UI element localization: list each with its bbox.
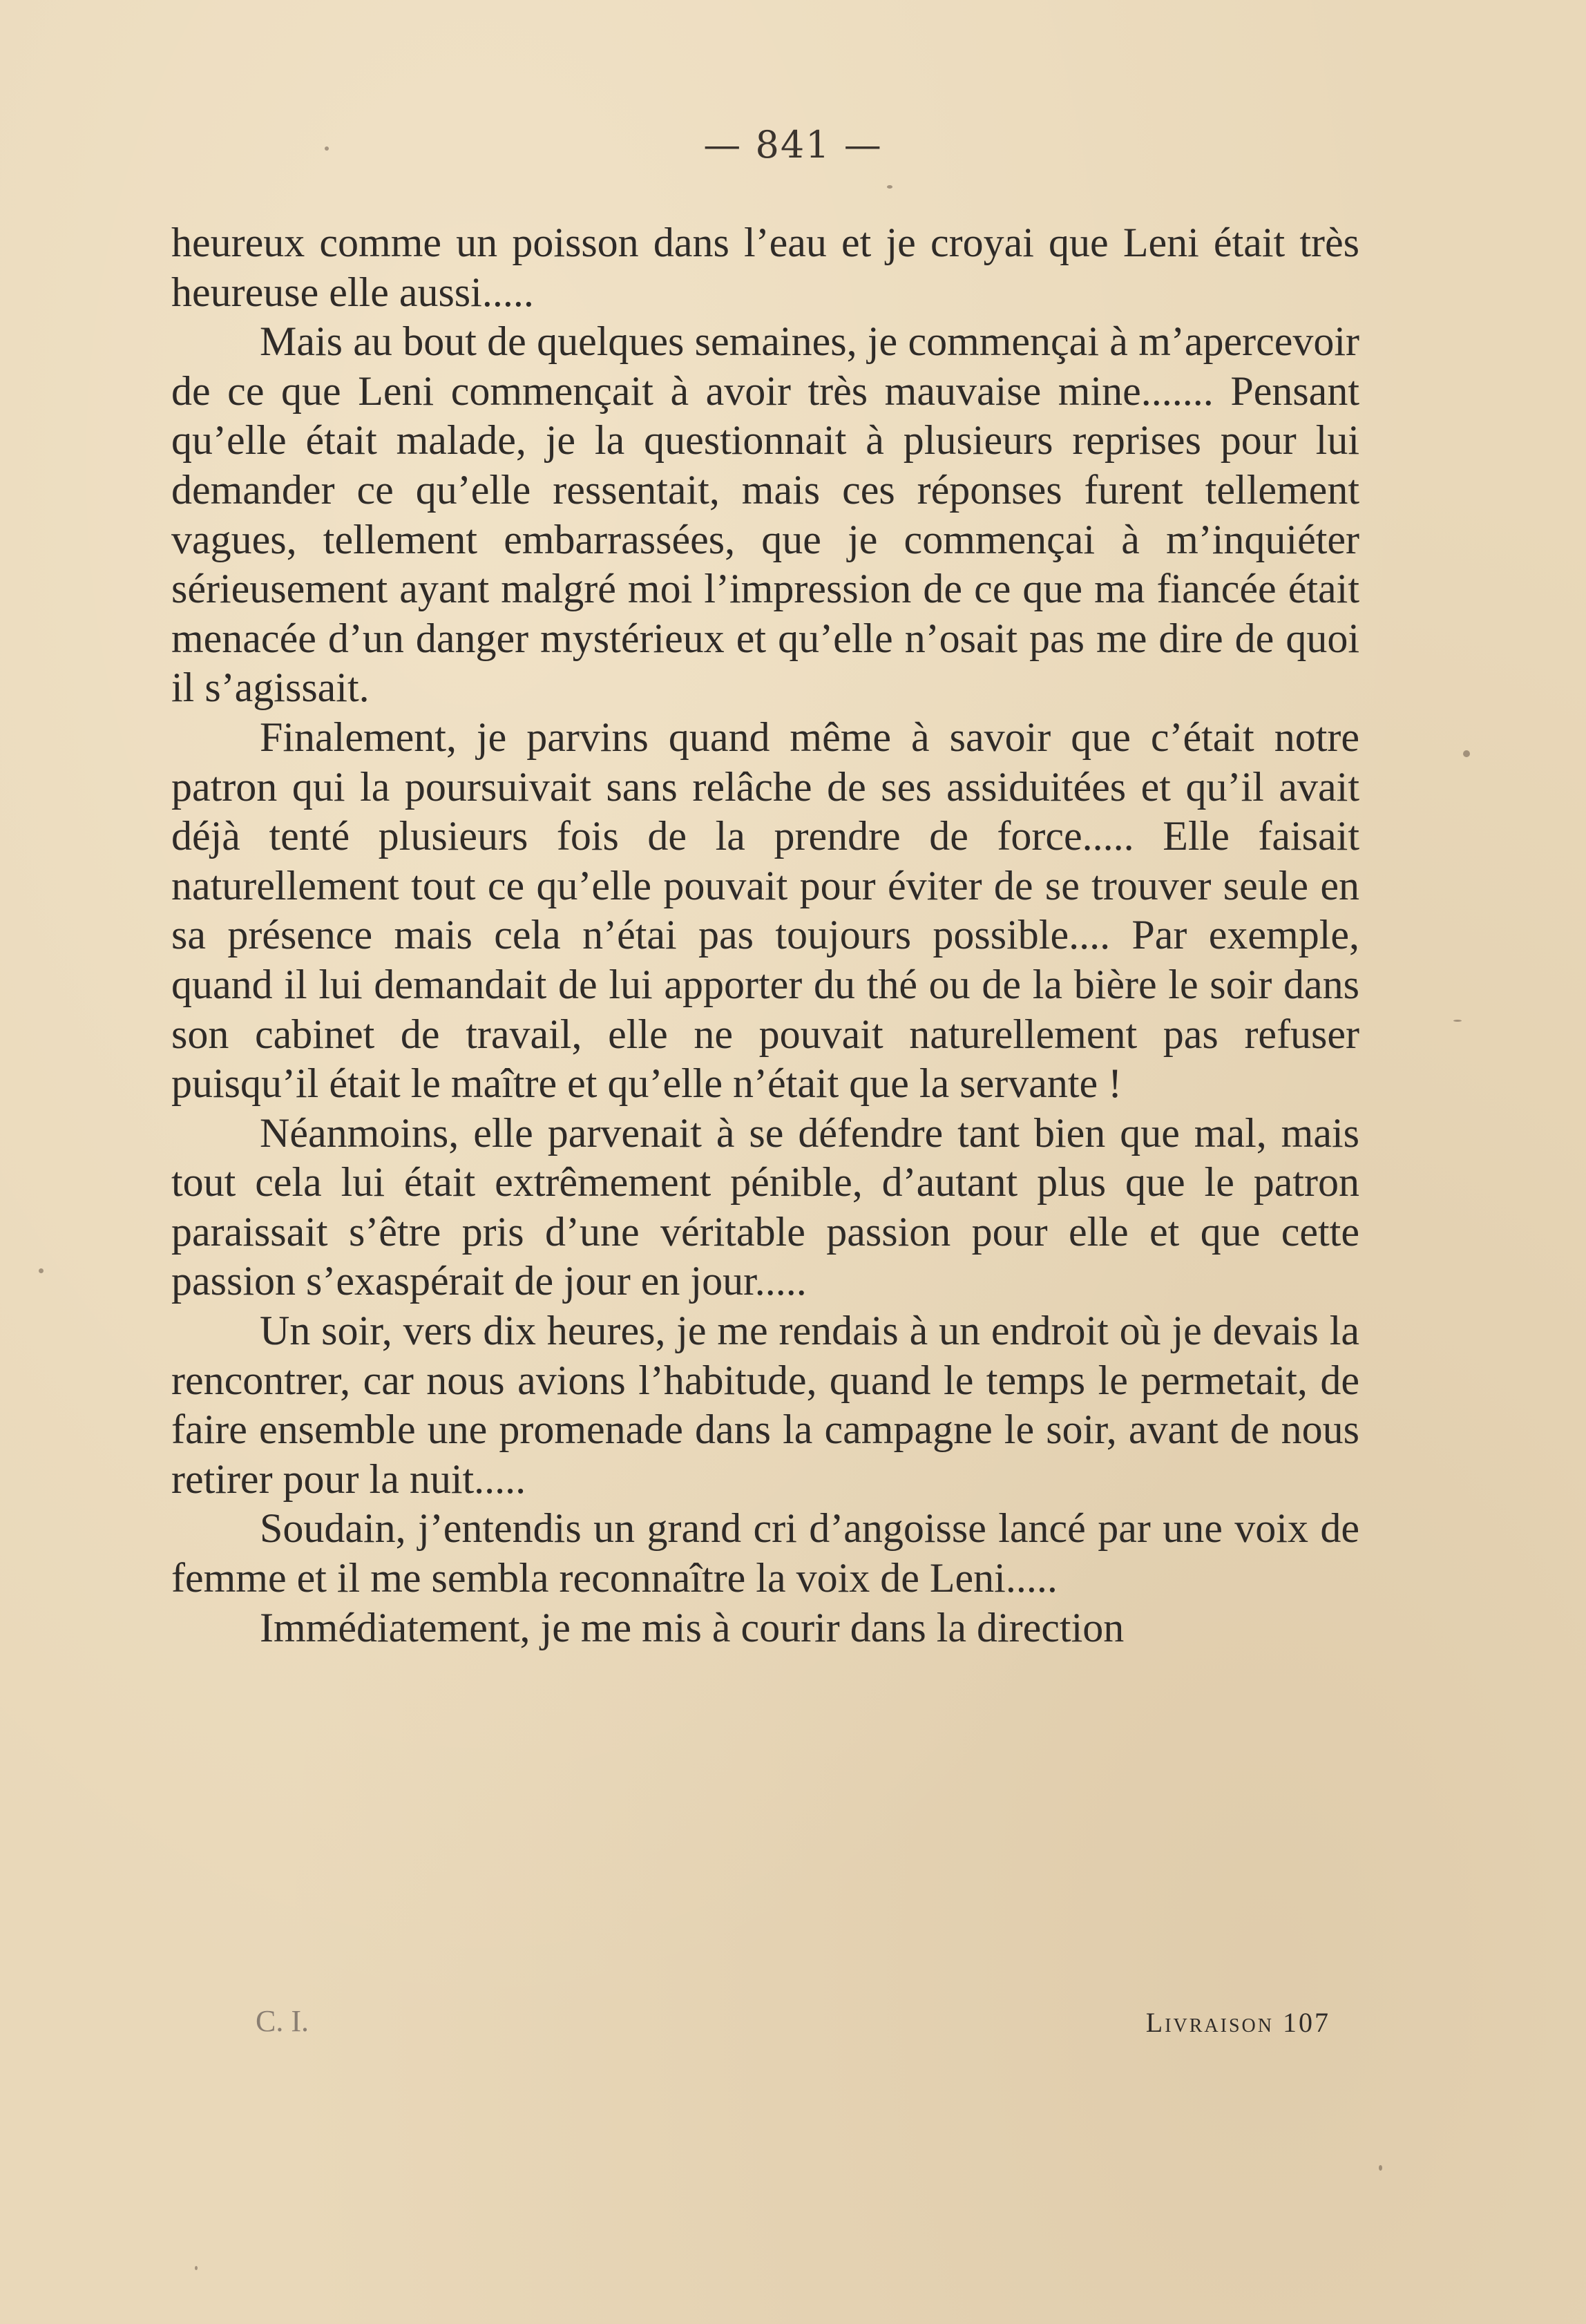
footer-mark: C. I.	[256, 2004, 309, 2038]
paragraph-4: Néanmoins, elle parvenait à se défendre tant bien que mal, mais tout cela lui était extrêmement pénible, d’autant plus que le patron paraissait s’être pris d’une véritable passion pour elle et que cette passion s’exaspérait de jour en jour.....	[171, 1109, 1359, 1304]
footer-signature: Livraison 107	[1145, 2007, 1330, 2038]
page-footer	[171, 2003, 1359, 2052]
paragraph-7: Immédiatement, je me mis à courir dans la direction	[260, 1604, 1125, 1650]
paragraph-6: Soudain, j’entendis un grand cri d’angoisse lancé par une voix de femme et il me sembla reconnaître la voix de Leni.....	[171, 1505, 1359, 1601]
body-text	[171, 218, 1359, 1652]
page-number: — 841 —	[703, 123, 883, 166]
paragraph-1: heureux comme un poisson dans l’eau et je croyai que Leni était très heureuse elle aussi.....	[171, 220, 1359, 315]
paragraph-3: Finalement, je parvins quand même à savoir que c’était notre patron qui la poursuivait sans relâche de ses assiduitées et qu’il avait déjà tenté plusieurs fois de la prendre de force..... Elle faisait naturellement tout ce qu’elle pouvait pour éviter de se trouver seule en sa présence mais cela n’étai pas toujours possible.... Par exemple, quand il lui demandait de lui apporter du thé ou de la bière le soir dans son cabinet de travail, elle ne pouvait naturellement pas refuser puisqu’il était le maître et qu’elle n’était que la servante !	[171, 714, 1359, 1107]
paragraph-2: Mais au bout de quelques semaines, je commençai à m’apercevoir de ce que Leni commençait à avoir très mauvaise mine....... Pensant qu’elle était malade, je la questionnait à plusieurs reprises pour lui demander ce qu’elle ressentait, mais ces réponses furent tellement vagues, tellement embarrassées, que je commençai à m’inquiéter sérieusement ayant malgré moi l’impression de ce que ma fiancée était menacée d’un danger mystérieux et qu’elle n’osait pas me dire de quoi il s’agissait.	[171, 318, 1359, 711]
paragraph-5: Un soir, vers dix heures, je me rendais à un endroit où je devais la rencontrer, car nous avions l’habitude, quand le temps le permetait, de faire ensemble une promenade dans la campagne le soir, avant de nous retirer pour la nuit.....	[171, 1308, 1359, 1502]
